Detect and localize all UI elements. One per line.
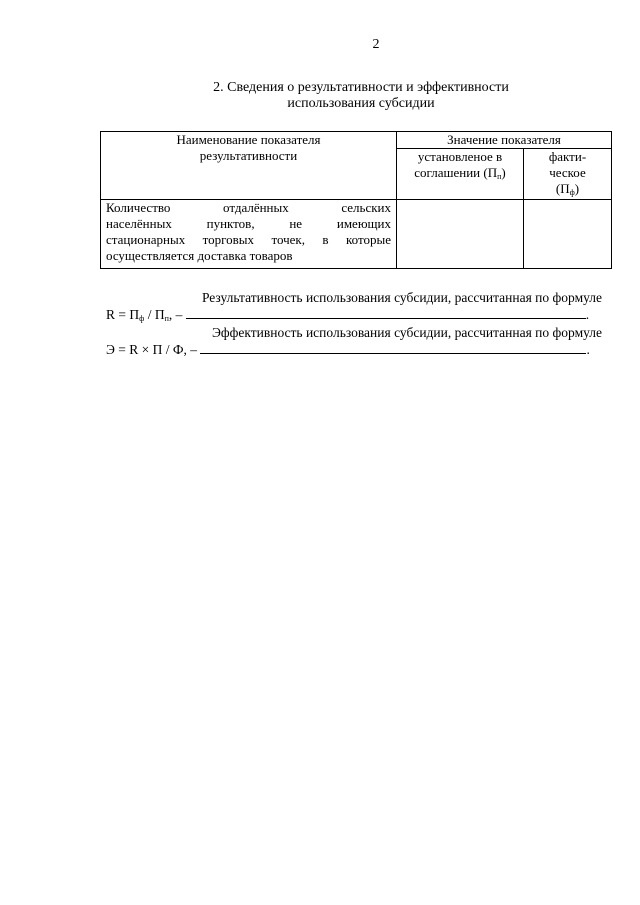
header-agreed-subscript: п [497, 172, 502, 181]
header-actual-close: ) [574, 181, 580, 196]
header-actual-line-3 [529, 181, 606, 197]
row-agreed-value[interactable] [397, 200, 524, 269]
efficiency-formula: Э = R × П / Ф, – [106, 342, 198, 357]
header-agreed-line-2 [402, 165, 518, 181]
result-formula-prefix: R = П [106, 307, 140, 322]
heading-line-1: 2. Сведения о результативности и эффективности [213, 80, 509, 95]
row-name-line-2: населённых пунктов, не имеющих [106, 216, 391, 231]
header-actual-subscript: ф [569, 188, 575, 197]
result-formula-mid: / П [144, 307, 165, 322]
row-indicator-name [101, 200, 397, 269]
header-indicator-value: Значение показателя [397, 132, 612, 149]
heading-line-2: использования субсидии [287, 96, 435, 111]
header-indicator-name-line-1: Наименование показателя [176, 132, 321, 147]
row-name-line-3: стационарных торговых точек, в которые [106, 232, 391, 247]
efficiency-end-dot: . [586, 342, 590, 357]
header-indicator-name-line-2: результативности [199, 148, 298, 163]
result-paragraph [106, 290, 611, 323]
table-header-row [101, 132, 612, 149]
result-formula-subscript-2: п [164, 314, 169, 323]
result-formula-subscript-1: ф [139, 314, 145, 323]
result-text-line [106, 290, 611, 306]
indicators-table [100, 131, 612, 269]
header-agreed-text: соглашении (П [414, 165, 498, 180]
header-actual-line-1: факти- [548, 149, 587, 164]
result-formula-line [106, 306, 611, 323]
header-agreed-close: ) [501, 165, 506, 180]
header-agreed-line-1: установленое в [417, 149, 503, 164]
result-end-dot: . [585, 307, 590, 322]
efficiency-paragraph [106, 325, 611, 358]
header-indicator-name [101, 132, 397, 200]
efficiency-formula-line [106, 341, 611, 358]
efficiency-blank-line[interactable] [200, 341, 586, 354]
row-name-line-4: осуществляется доставка товаров [106, 248, 293, 263]
result-text: Результативность использования субсидии, рассчитанная по формуле [201, 290, 602, 305]
row-name-line-1: Количество отдалённых сельских [106, 200, 391, 215]
efficiency-text-line [106, 325, 611, 341]
header-agreed-value [397, 149, 524, 200]
result-blank-line[interactable] [186, 306, 586, 319]
header-actual-value [524, 149, 612, 200]
header-actual-text: (П [555, 181, 570, 196]
section-heading [100, 80, 622, 112]
page-number: 2 [372, 37, 380, 52]
efficiency-text: Эффективность использования субсидии, рассчитанная по формуле [212, 325, 602, 340]
row-actual-value[interactable] [524, 200, 612, 269]
table-row [101, 200, 612, 269]
result-formula-suffix: , – [168, 307, 183, 322]
header-actual-line-2: ческое [549, 165, 586, 180]
